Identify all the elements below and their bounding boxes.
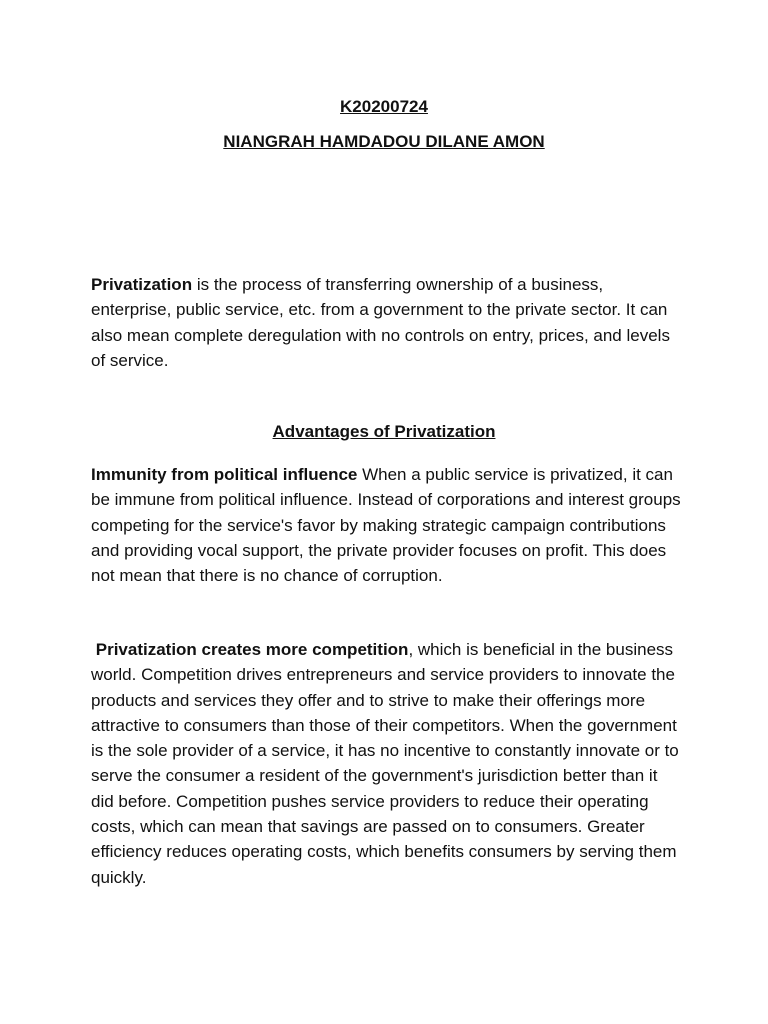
advantage-text: When a public service is privatized, it can be immune from political influence. Instead of corporations and interest groups competing for the service's favor by making strategic campaign contributions and providing vocal support, the private provider focuses on profit. This does not mean that there is no chance of corruption. (91, 465, 681, 586)
student-id: K20200724 (340, 97, 428, 116)
intro-paragraph (91, 272, 681, 373)
section-heading: Advantages of Privatization (272, 422, 496, 441)
student-name: NIANGRAH HAMDADOU DILANE AMON (223, 132, 545, 151)
advantage-lead: Immunity from political influence (91, 465, 358, 484)
advantage-paragraph (91, 462, 681, 588)
intro-term: Privatization (91, 275, 193, 294)
intro-text: is the process of transferring ownership of a business, enterprise, public service, etc. from a government to the private sector. It can also mean complete deregulation with no controls on entry, prices, and levels of service. (91, 275, 670, 370)
advantage-paragraph (91, 637, 681, 890)
advantage-lead: Privatization creates more competition (91, 640, 409, 659)
advantage-text: , which is beneficial in the business world. Competition drives entrepreneurs and service providers to innovate the products and services they offer and to strive to make their offerings more attractive to consumers than those of their competitors. When the government is the sole provider of a service, it has no incentive to constantly innovate or to serve the consumer a resident of the government's jurisdiction better than it did before. Competition pushes service providers to reduce their operating costs, which can mean that savings are passed on to consumers. Greater efficiency reduces operating costs, which benefits consumers by serving them quickly. (91, 640, 679, 887)
